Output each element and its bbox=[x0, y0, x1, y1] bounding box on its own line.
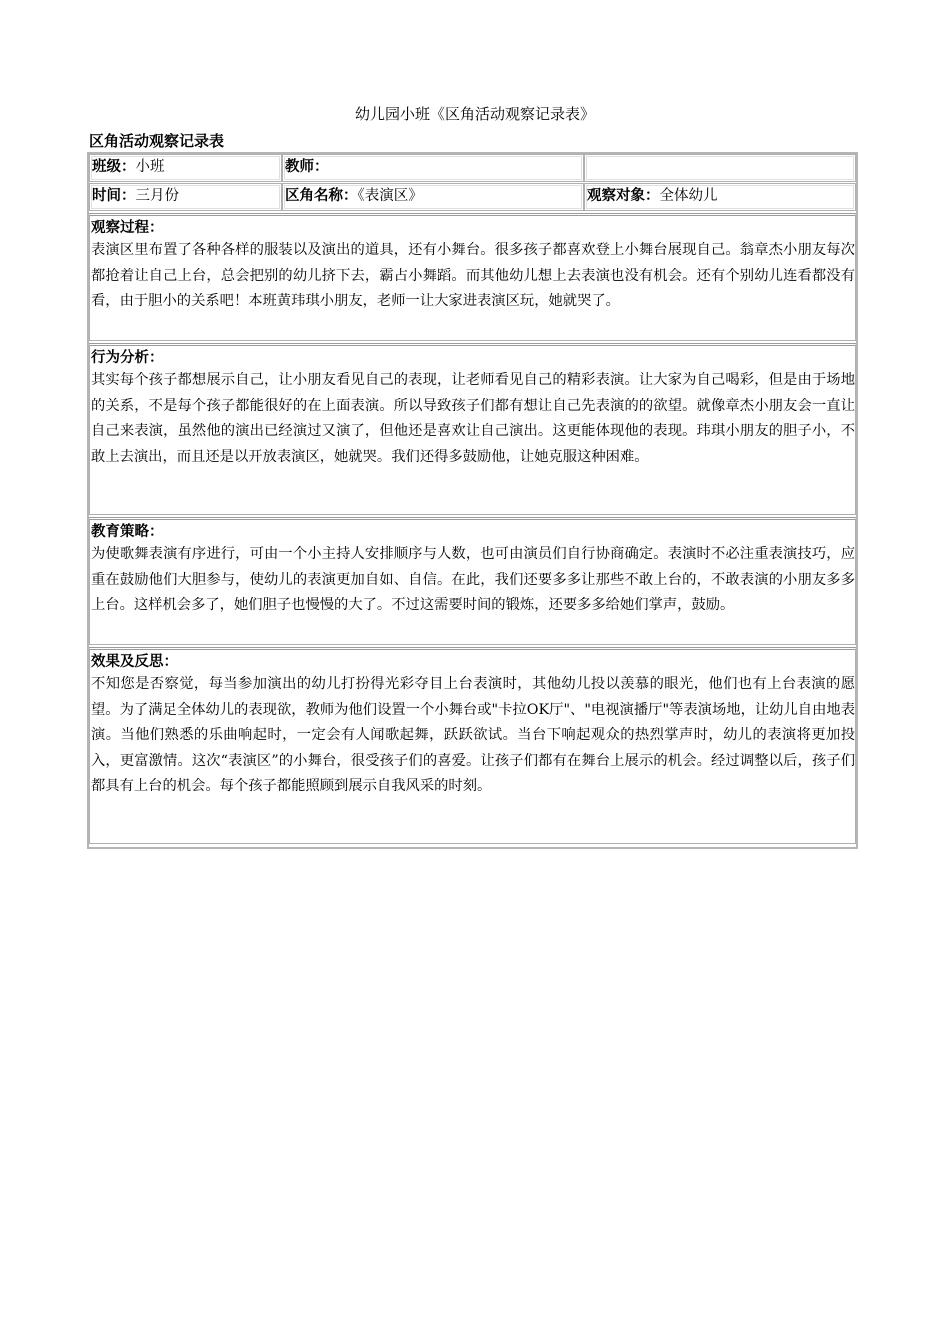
header-row-1 bbox=[89, 154, 856, 182]
empty-cell bbox=[584, 154, 856, 182]
form-title: 区角活动观察记录表 bbox=[89, 132, 225, 150]
time-label: 时间： bbox=[92, 188, 136, 204]
section-reflection bbox=[89, 647, 856, 844]
area-label: 区角名称： bbox=[285, 188, 358, 204]
section-body: 为使歌舞表演有序进行，可由一个小主持人安排顺序与人数，也可由演员们自行协商确定。表演时不必注重表演技巧，应重在鼓励他们大胆参与，使幼儿的表演更加自如、自信。在此，我们还要多多让那些不敢上台的，不敢表演的小朋友多多上台。这样机会多了，她们胆子也慢慢的大了。不过这需要时间的锻炼，还要多多给她们掌声，鼓励。 bbox=[91, 546, 855, 614]
section-body: 其实每个孩子都想展示自己，让小朋友看见自己的表现，让老师看见自己的精彩表演。让大家为自己喝彩，但是由于场地的关系，不是每个孩子都能很好的在上面表演。所以导致孩子们都有想让自己先表演的的欲望。就像章杰小朋友会一直让自己来表演，虽然他的演出已经演过又演了，但他还是喜欢让自己演出。这更能体现他的表现。玮琪小朋友的胆子小，不敢上去演出，而且还是以开放表演区，她就哭。我们还得多鼓励他，让她克服这种困难。 bbox=[91, 372, 855, 465]
section-analysis bbox=[89, 343, 856, 515]
target-cell bbox=[584, 183, 856, 211]
section-strategy bbox=[89, 517, 856, 645]
area-cell bbox=[282, 183, 584, 211]
class-cell bbox=[89, 154, 282, 182]
section-heading: 教育策略： bbox=[91, 524, 164, 540]
teacher-cell bbox=[282, 154, 584, 182]
time-cell bbox=[89, 183, 282, 211]
time-value: 三月份 bbox=[135, 188, 179, 204]
target-label: 观察对象： bbox=[587, 188, 660, 204]
section-observation bbox=[89, 213, 856, 341]
section-heading: 效果及反思： bbox=[91, 654, 178, 670]
header-row-2 bbox=[89, 183, 856, 211]
page-title: 幼儿园小班《区角活动观察记录表》 bbox=[354, 105, 595, 123]
section-heading: 观察过程： bbox=[91, 220, 164, 236]
teacher-label: 教师： bbox=[285, 159, 329, 175]
section-body: 不知您是否察觉，每当参加演出的幼儿打扮得光彩夺目上台表演时，其他幼儿投以羡慕的眼光，他们也有上台表演的愿望。为了满足全体幼儿的表现欲，教师为他们设置一个小舞台或"卡拉OK厅"、"电视演播厅"等表演场地，让幼儿自由地表演。当他们熟悉的乐曲响起时，一定会有人闻歌起舞，跃跃欲试。当台下响起观众的热烈掌声时，幼儿的表演将更加投入，更富激情。这次“表演区”的小舞台，很受孩子们的喜爱。让孩子们都有在舞台上展示的机会。经过调整以后，孩子们都具有上台的机会。每个孩子都能照顾到展示自我风采的时刻。 bbox=[91, 676, 855, 795]
section-heading: 行为分析： bbox=[91, 350, 164, 366]
area-value: 《表演区》 bbox=[357, 188, 423, 204]
section-body: 表演区里布置了各种各样的服装以及演出的道具，还有小舞台。很多孩子都喜欢登上小舞台展现自己。翁章杰小朋友每次都抢着让自己上台，总会把别的幼儿挤下去，霸占小舞蹈。而其他幼儿想上去表演也没有机会。还有个别幼儿连看都没有看，由于胆小的关系吧！本班黄玮琪小朋友，老师一让大家进表演区玩，她就哭了。 bbox=[91, 242, 855, 310]
class-label: 班级： bbox=[92, 159, 136, 175]
class-value: 小班 bbox=[135, 159, 165, 175]
target-value: 全体幼儿 bbox=[659, 188, 718, 204]
